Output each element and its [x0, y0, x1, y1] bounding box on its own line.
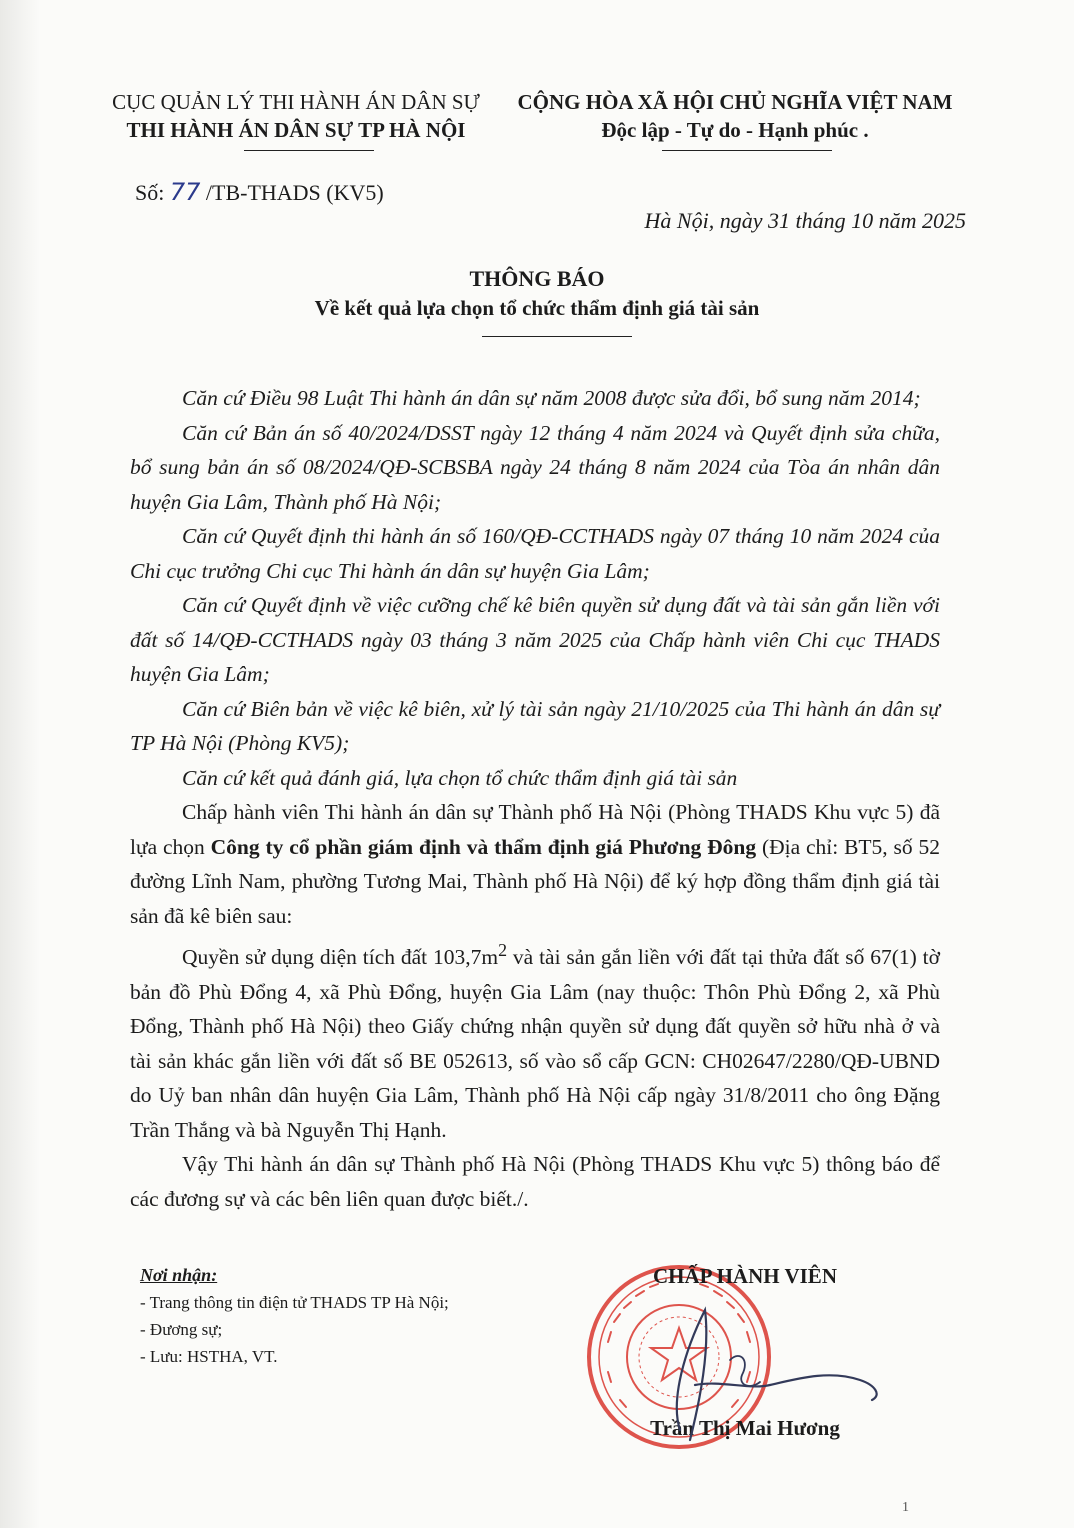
- document-title: THÔNG BÁO: [469, 266, 605, 291]
- selected-company: Công ty cổ phần giám định và thẩm định giá Phương Đông: [210, 834, 757, 859]
- doc-number-prefix: Số:: [135, 180, 170, 205]
- document-number: [135, 178, 384, 206]
- national-motto: Độc lập - Tự do - Hạnh phúc .: [601, 118, 869, 142]
- recipient-item: - Đương sự;: [140, 1320, 223, 1339]
- national-header: [500, 88, 970, 144]
- document-subtitle: Về kết quả lựa chọn tổ chức thẩm định giá tài sản: [314, 296, 760, 320]
- corner-mark: 1: [902, 1500, 909, 1515]
- signer-name: Trần Thị Mai Hương: [650, 1416, 840, 1440]
- doc-number-handwritten: 77: [169, 178, 201, 206]
- legal-basis: Căn cứ Quyết định thi hành án số 160/QĐ-CCTHADS ngày 07 tháng 10 năm 2024 của Chi cục trưởng Chi cục Thi hành án dân sự huyện Gia Lâm;: [130, 524, 940, 583]
- asset-text: và tài sản gắn liền với đất tại thửa đất số 67(1) tờ bản đồ Phù Đổng 4, xã Phù Đổng, huyện Gia Lâm (nay thuộc: Thôn Phù Đổng 2, xã Phù Đổng, Thành phố Hà Nội) theo Giấy chứng nhận quyền sử dụng đất quyền sở hữu nhà ở và tài sản khác gắn liền với đất số BE 052613, số vào sổ cấp GCN: CH02647/2280/QĐ-UBND do Uỷ ban nhân dân huyện Gia Lâm, Thành phố Hà Nội cấp ngày 31/8/2011 cho ông Đặng Trần Thắng và bà Nguyễn Thị Hạnh.: [130, 945, 940, 1142]
- legal-basis: Căn cứ Biên bản về việc kê biên, xử lý tài sản ngày 21/10/2025 của Thi hành án dân sự TP Hà Nội (Phòng KV5);: [130, 696, 940, 755]
- asset-text: Quyền sử dụng diện tích đất 103,7m: [182, 945, 499, 970]
- legal-basis: Căn cứ Bản án số 40/2024/DSST ngày 12 tháng 4 năm 2024 và Quyết định sửa chữa, bổ sung bản án số 08/2024/QĐ-SCBSBA ngày 24 tháng 8 năm 2024 của Tòa án nhân dân huyện Gia Lâm, Thành phố Hà Nội;: [130, 420, 940, 514]
- scan-edge-shadow: [0, 0, 40, 1528]
- national-title: CỘNG HÒA XÃ HỘI CHỦ NGHĨA VIỆT NAM: [517, 90, 953, 114]
- agency-parent: CỤC QUẢN LÝ THI HÀNH ÁN DÂN SỰ: [112, 90, 480, 114]
- conclusion-paragraph: Vậy Thi hành án dân sự Thành phố Hà Nội (Phòng THADS Khu vực 5) thông báo để các đương sự và các bên liên quan được biết./.: [130, 1152, 940, 1211]
- motto-underline: [662, 150, 832, 151]
- agency-name: THI HÀNH ÁN DÂN SỰ TP HÀ NỘI: [126, 118, 466, 142]
- handwritten-signature-icon: [610, 1290, 890, 1450]
- signer-title: CHẤP HÀNH VIÊN: [653, 1264, 837, 1288]
- legal-basis: Căn cứ kết quả đánh giá, lựa chọn tổ chức thẩm định giá tài sản: [182, 765, 738, 790]
- recipients-block: [140, 1262, 449, 1370]
- selection-text: Chấp hành viên Thi hành án dân sự Thành phố Hà Nội (Phòng THADS Khu vực 5) đã lựa chọn: [130, 800, 940, 859]
- asset-paragraph: [130, 933, 940, 1147]
- agency-header: [96, 88, 496, 144]
- recipients-label: Nơi nhận:: [140, 1265, 218, 1285]
- area-unit-superscript: 2: [498, 940, 508, 960]
- place-and-date: Hà Nội, ngày 31 tháng 10 năm 2025: [644, 208, 966, 233]
- legal-basis: Căn cứ Điều 98 Luật Thi hành án dân sự năm 2008 được sửa đổi, bổ sung năm 2014;: [182, 386, 921, 410]
- selection-text: (Địa chỉ: BT5, số 52 đường Lĩnh Nam, phường Tương Mai, Thành phố Hà Nội) để ký hợp đồng thẩm định giá tài sản đã kê biên sau:: [130, 834, 940, 928]
- selection-paragraph: [130, 795, 940, 933]
- legal-basis: Căn cứ Quyết định về việc cưỡng chế kê biên quyền sử dụng đất và tài sản gắn liền với đất số 14/QĐ-CCTHADS ngày 03 tháng 3 năm 2025 của Chấp hành viên Chi cục THADS huyện Gia Lâm;: [130, 593, 940, 686]
- doc-number-suffix: /TB-THADS (KV5): [200, 180, 384, 205]
- agency-underline: [244, 150, 374, 151]
- document-body: [130, 381, 940, 1216]
- recipient-item: - Lưu: HSTHA, VT.: [140, 1347, 278, 1366]
- title-underline: [482, 336, 632, 337]
- recipient-item: - Trang thông tin điện tử THADS TP Hà Nội;: [140, 1293, 449, 1312]
